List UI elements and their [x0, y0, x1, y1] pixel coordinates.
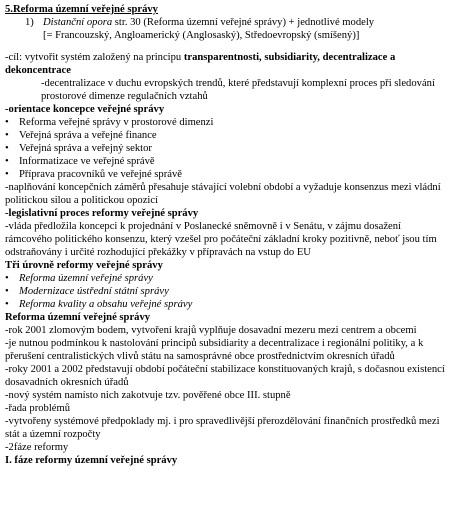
bullet-icon: • — [5, 156, 9, 167]
bullet-icon: • — [5, 117, 9, 128]
orientace-list — [5, 116, 449, 181]
orientace-title: -orientace koncepce veřejné správy — [5, 104, 165, 115]
tri-urovne-title: Tři úrovně reformy veřejné správy — [5, 260, 163, 271]
models-text: [= Francouzský, Angloamerický (Anglosaský), Středoevropský (smíšený)] — [43, 30, 360, 41]
list-item: • Informatizace ve veřejné správě — [5, 156, 155, 167]
reforma-title: Reforma územní veřejné správy — [5, 312, 151, 323]
bullet-icon: • — [5, 169, 9, 180]
konsenzus-note: -naplňování koncepčních záměrů přesahuje stávající volební období a vyžaduje konsenzus mezi vládní politickou silou a politickou opozicí — [5, 182, 441, 206]
list-item: • Modernizace ústřední státní správy — [5, 286, 169, 297]
reforma-line: -nový systém namísto nich zakotvuje tzv. pověřené obce III. stupně — [5, 390, 291, 401]
decentralizace-text: -decentralizace v duchu evropských trendů, které představují komplexní proces při sledování prostorové dimenze regulačních vztahů — [41, 78, 435, 102]
list-item: • Příprava pracovníků ve veřejné správě — [5, 169, 182, 180]
bullet-icon: • — [5, 286, 9, 297]
legislativni-text: -vláda předložila koncepci k projednání v Poslanecké sněmovně i v Senátu, v zájmu dosažení rámcového politického konsenzu, který vzešel pro počáteční základní kroky pozitivně, neboť jsou tím odstraňovány i určité rozhodující překážky v přípravách na vstup do EU — [5, 221, 437, 258]
list-item: • Veřejná správa a veřejné finance — [5, 130, 157, 141]
tri-urovne-list — [5, 272, 449, 311]
reforma-line: -vytvořeny systémové předpoklady mj. i pro spravedlivější přerozdělování finančních prostředků mezi stát a územní rozpočty — [5, 416, 440, 440]
bullet-icon: • — [5, 299, 9, 310]
faze-title: I. fáze reformy územní veřejné správy — [5, 455, 178, 466]
item-rest-text: str. 30 (Reforma územní veřejné správy) + jednotlivé modely — [112, 17, 375, 28]
reforma-line: -roky 2001 a 2002 představují období počáteční stabilizace konstituovaných krajů, s dočasnou existencí dosavadních okresních úřadů — [5, 364, 445, 388]
list-item: • Reforma kvality a obsahu veřejné správy — [5, 299, 193, 310]
item-number: 1) — [25, 17, 34, 28]
distancni-opora-text: Distanční opora — [43, 17, 113, 28]
bullet-icon: • — [5, 130, 9, 141]
reforma-line: -je nutnou podmínkou k nastolování principů subsidiarity a decentralizace i regionální politiky, a k přerušení centralistických vlivů státu na samosprávné obce prostřednictvím okresních úřadů — [5, 338, 424, 362]
bullet-icon: • — [5, 273, 9, 284]
reforma-line: -2fáze reformy — [5, 442, 69, 453]
reforma-line: -řada problémů — [5, 403, 71, 414]
list-item: • Reforma územní veřejné správy — [5, 273, 153, 284]
bullet-icon: • — [5, 143, 9, 154]
list-item: • Reforma veřejné správy v prostorové dimenzi — [5, 117, 214, 128]
section-heading: 5.Reforma územní veřejné správy — [5, 4, 158, 15]
legislativni-title: -legislativní proces reformy veřejné správy — [5, 208, 199, 219]
reforma-line: -rok 2001 zlomovým bodem, vytvoření krajů vyplňuje dosavadní mezeru mezi centrem a obcemi — [5, 325, 417, 336]
list-item: • Veřejná správa a veřejný sektor — [5, 143, 152, 154]
cil-paragraph: -cíl: vytvořit systém založený na principu transparentnosti, subsidiarity, decentralizace a dekoncentrace — [5, 52, 396, 76]
numbered-item — [25, 16, 449, 42]
